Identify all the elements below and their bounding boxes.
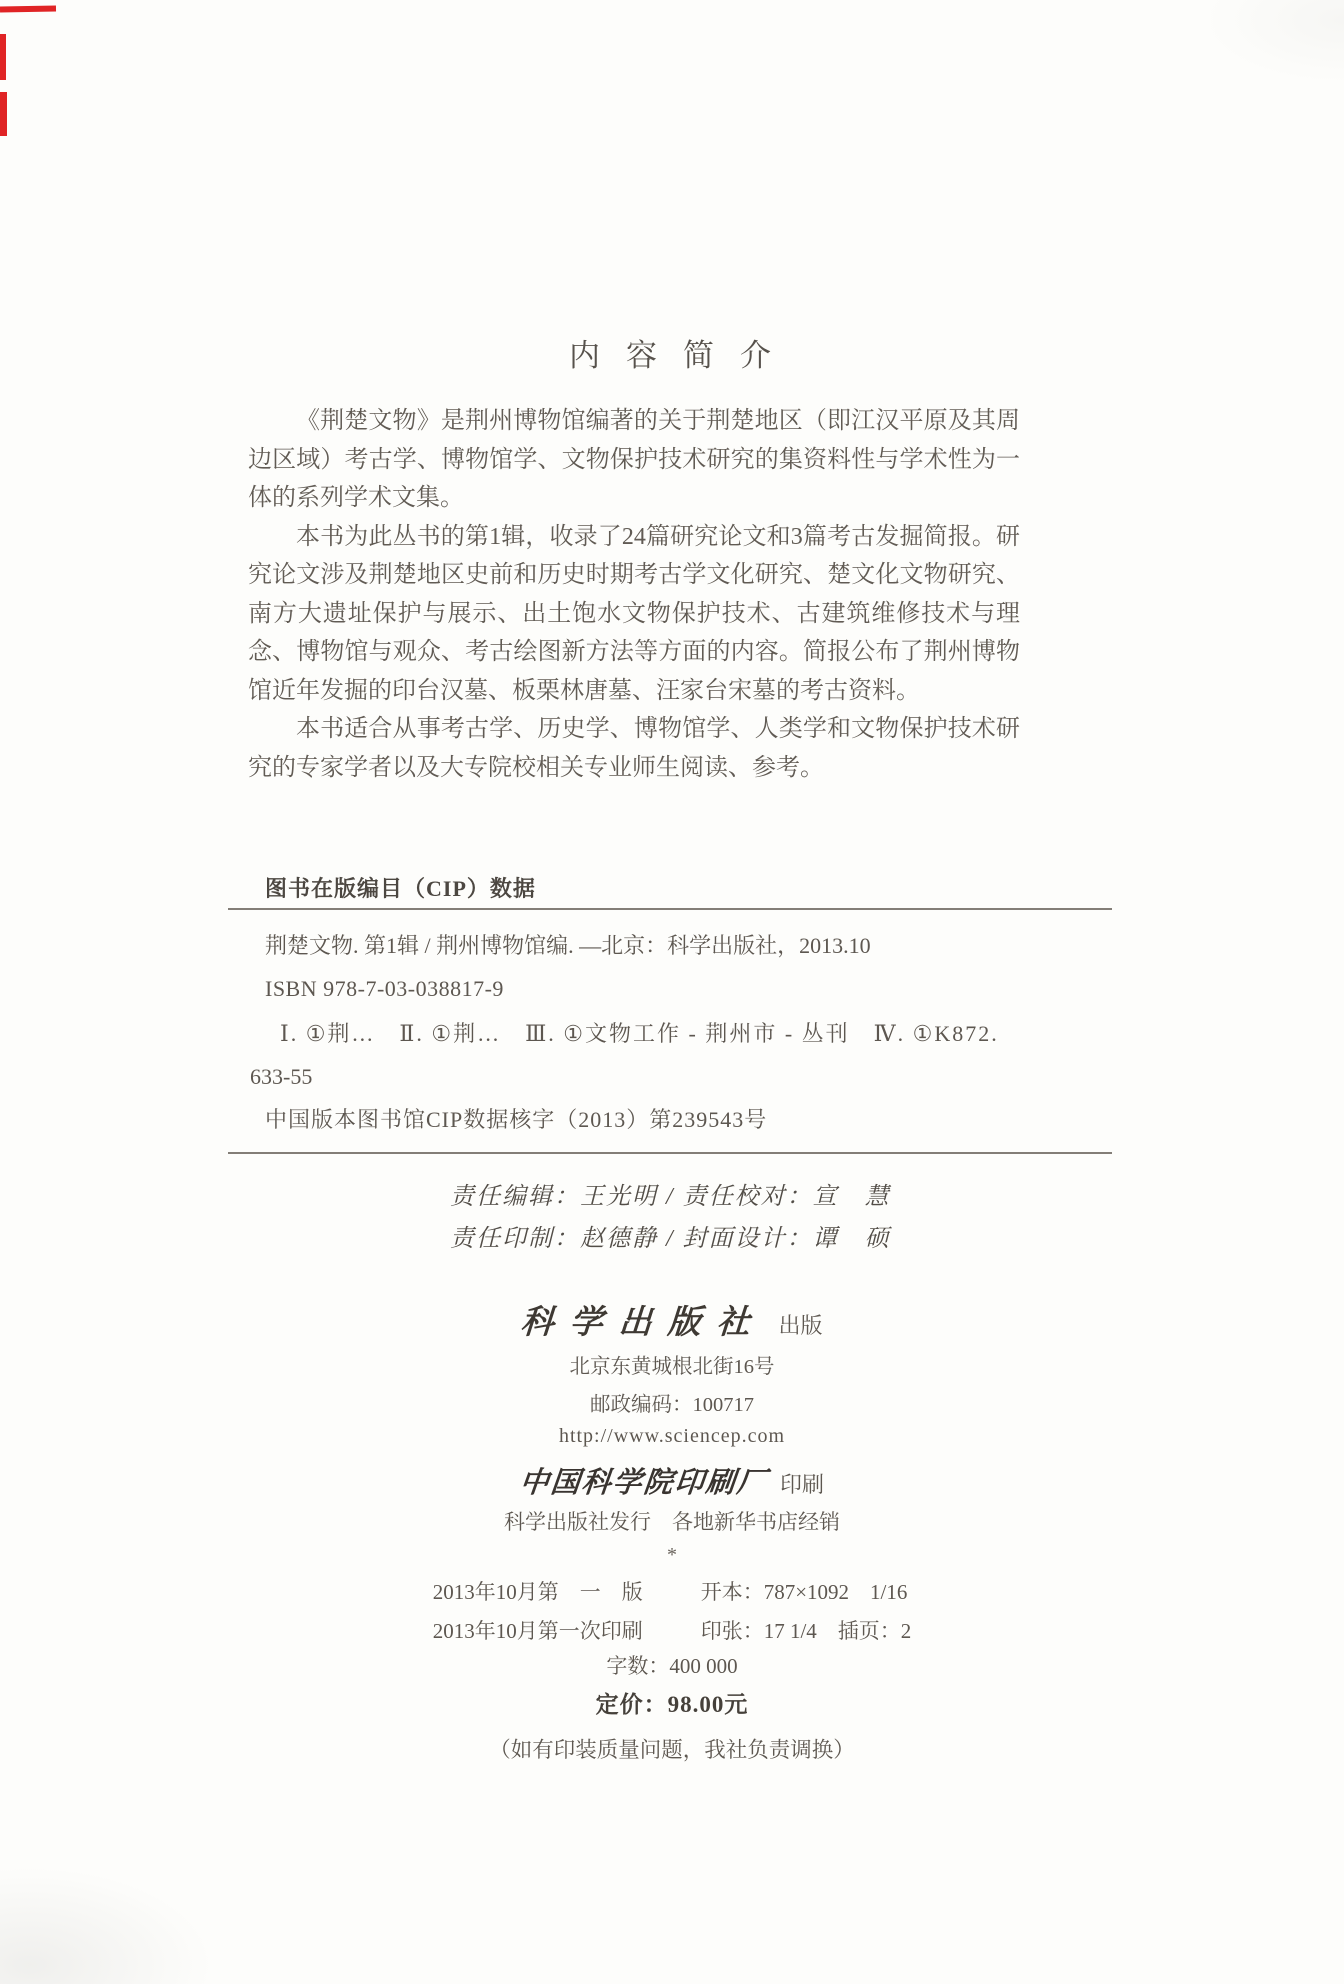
separator-asterisk: * xyxy=(667,1544,677,1566)
intro-paragraph: 《荆楚文物》是荆州博物馆编著的关于荆楚地区（即江汉平原及其周边区域）考古学、博物馆学、文物保护技术研究的集资料性与学术性为一体的系列学术文集。 xyxy=(248,408,1020,511)
publisher-address: 北京东黄城根北街16号 xyxy=(569,1356,775,1378)
cip-record-number: 中国版本图书馆CIP数据核字（2013）第239543号 xyxy=(265,1107,768,1132)
staff-line-editors: 责任编辑：王光明 / 责任校对：宣 慧 xyxy=(450,1184,891,1210)
staff-line-printing-design: 责任印制：赵德静 / 封面设计：谭 硕 xyxy=(450,1226,891,1252)
cip-classification-continued: 633-55 xyxy=(250,1064,313,1089)
publish-suffix-label: 出版 xyxy=(778,1313,823,1338)
edition-info: 2013年10月第 一 版 xyxy=(432,1580,643,1604)
divider-line xyxy=(228,1152,1112,1154)
printer-suffix-label: 印刷 xyxy=(780,1472,825,1497)
content-introduction xyxy=(248,402,1020,787)
cip-book-title-line: 荆楚文物. 第1辑 / 荆州博物馆编. —北京：科学出版社，2013.10 xyxy=(265,933,871,958)
intro-paragraph: 本书适合从事考古学、历史学、博物馆学、人类学和文物保护技术研究的专家学者以及大专院校相关专业师生阅读、参考。 xyxy=(248,716,1020,781)
publisher-logo-line xyxy=(0,1296,1344,1343)
cip-section-header: 图书在版编目（CIP）数据 xyxy=(265,876,536,901)
publisher-postcode: 邮政编码：100717 xyxy=(590,1394,754,1416)
page-title: 内容简介 xyxy=(569,338,797,373)
publisher-url: http://www.sciencep.com xyxy=(558,1425,786,1447)
scan-artifact-mark xyxy=(0,34,6,80)
intro-paragraph: 本书为此丛书的第1辑，收录了24篇研究论文和3篇考古发掘简报。研究论文涉及荆楚地区史前和历史时期考古学文化研究、楚文化文物研究、南方大遗址保护与展示、出土饱水文物保护技术、古建筑维修技术与理念、博物馆与观众、考古绘图新方法等方面的内容。简报公布了荆州博物馆近年发掘的印台汉墓、板栗林唐墓、汪家台宋墓的考古资料。 xyxy=(248,523,1020,704)
scan-artifact-mark xyxy=(0,6,56,13)
cip-classification-line: Ⅰ. ①荆… Ⅱ. ①荆… Ⅲ. ①文物工作 - 荆州市 - 丛刊 Ⅳ. ①K872. xyxy=(280,1021,999,1046)
scan-artifact-mark xyxy=(0,92,7,136)
printing-info: 2013年10月第一次印刷 xyxy=(432,1619,643,1643)
sheets-info: 印张：17 1/4 插页：2 xyxy=(700,1619,912,1643)
printer-logo: 中国科学院印刷厂 xyxy=(518,1467,770,1499)
editorial-staff-block xyxy=(450,1176,891,1260)
price: 定价：98.00元 xyxy=(595,1692,749,1717)
cip-isbn: ISBN 978-7-03-038817-9 xyxy=(265,976,504,1001)
printer-line xyxy=(0,1460,1344,1501)
distribution-line: 科学出版社发行 各地新华书店经销 xyxy=(504,1510,840,1534)
divider-line xyxy=(228,908,1112,910)
publisher-logo: 科学出版社 xyxy=(519,1305,768,1341)
format-info: 开本：787×1092 1/16 xyxy=(700,1580,908,1604)
word-count: 字数：400 000 xyxy=(606,1654,738,1678)
print-specs-table xyxy=(0,1576,1344,1645)
quality-exchange-note: （如有印装质量问题，我社负责调换） xyxy=(489,1738,855,1762)
